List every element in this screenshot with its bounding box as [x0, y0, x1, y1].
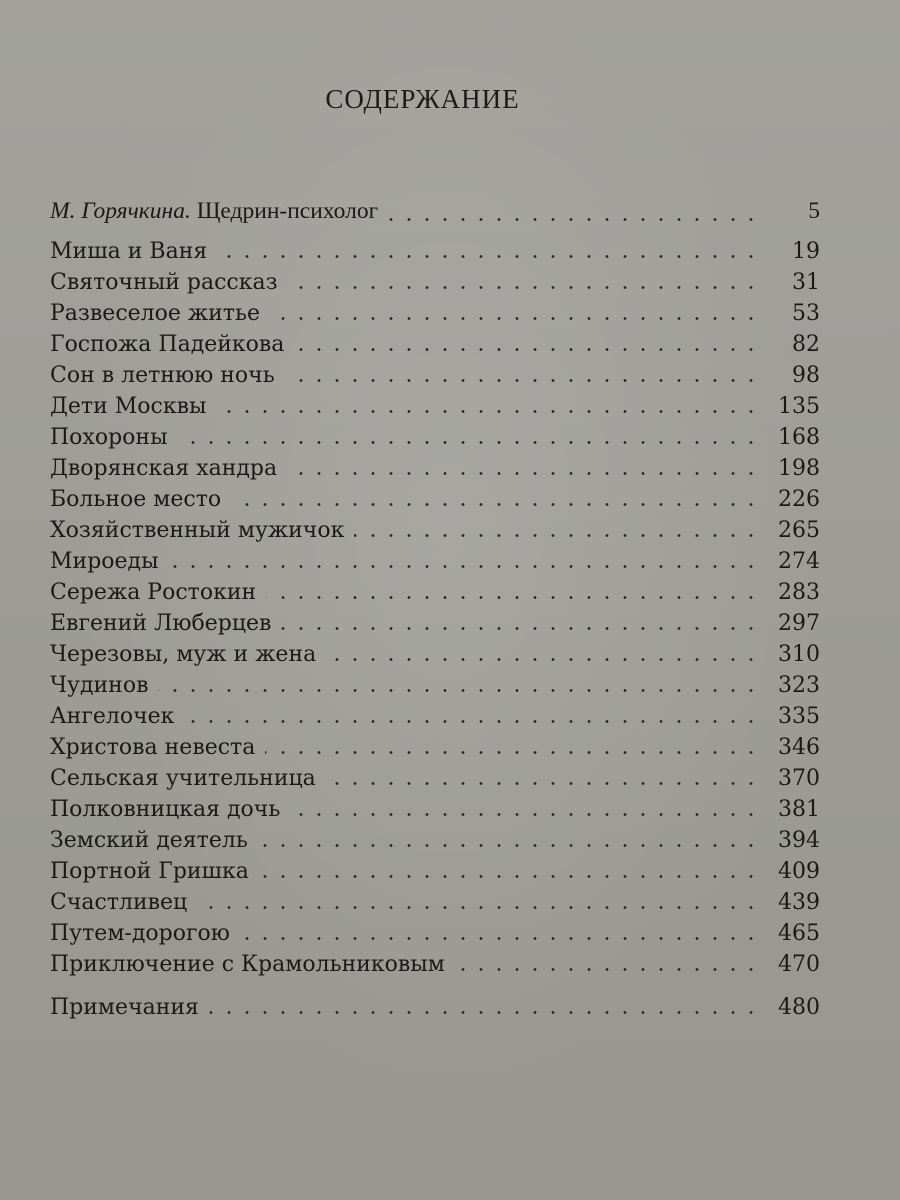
toc-entry — [50, 391, 820, 422]
toc-entry-title: Примечания — [50, 995, 199, 1020]
toc-entry-title: Госпожа Падейкова — [50, 332, 285, 357]
toc-entry-page: 346 — [778, 735, 820, 760]
toc-entry — [50, 763, 820, 794]
toc-entry-title: Больное место — [50, 487, 222, 512]
toc-entry-page: 323 — [778, 673, 820, 698]
toc-entry — [50, 298, 820, 329]
toc-entry — [50, 887, 820, 918]
toc-entry — [50, 329, 820, 360]
toc-entry-page: 394 — [778, 828, 820, 853]
toc-entry — [50, 453, 820, 484]
leader-dots — [287, 472, 760, 475]
toc-entry — [50, 577, 820, 608]
toc-entry — [50, 670, 820, 701]
leader-dots — [455, 968, 760, 971]
toc-entry — [50, 949, 820, 980]
toc-entry-page: 465 — [778, 921, 820, 946]
toc-entry-page: 31 — [792, 270, 820, 295]
leader-dots — [184, 720, 760, 723]
leader-dots — [270, 317, 760, 320]
toc-entry-page: 265 — [778, 518, 820, 543]
leader-dots — [266, 596, 760, 599]
toc-entry-notes — [50, 992, 820, 1023]
toc-entry — [50, 422, 820, 453]
leader-dots — [326, 658, 760, 661]
toc-entry-title: Христова невеста — [50, 735, 256, 760]
toc-entry-page: 480 — [778, 995, 820, 1020]
toc-entry-page: 82 — [792, 332, 820, 357]
toc-entry-title: Портной Гришка — [50, 859, 249, 884]
toc-entry-title: Сережа Ростокин — [50, 580, 257, 605]
table-of-contents — [50, 196, 820, 1023]
toc-entry-page: 283 — [778, 580, 820, 605]
toc-entry-title: Хозяйственный мужичок — [50, 518, 345, 543]
toc-entry-title: Дети Москвы — [50, 394, 207, 419]
leader-dots — [290, 813, 760, 816]
toc-entry-title: Евгений Люберцев — [50, 611, 272, 636]
toc-entry-page: 370 — [778, 766, 820, 791]
toc-entry — [50, 918, 820, 949]
toc-entry-title: Сон в летнюю ночь — [50, 363, 275, 388]
leader-dots — [388, 218, 760, 221]
toc-entry — [50, 484, 820, 515]
toc-entry-page: 198 — [778, 456, 820, 481]
toc-entry — [50, 732, 820, 763]
toc-entry-label — [50, 196, 384, 227]
toc-entry — [50, 608, 820, 639]
toc-entry-page: 310 — [778, 642, 820, 667]
toc-entry-page: 19 — [792, 239, 820, 264]
leader-dots — [294, 348, 760, 351]
toc-entry — [50, 701, 820, 732]
toc-entry-title: Земский деятель — [50, 828, 248, 853]
toc-entry — [50, 794, 820, 825]
toc-entry — [50, 856, 820, 887]
toc-entry-page: 381 — [778, 797, 820, 822]
toc-entry-title: Сельская учительница — [50, 766, 316, 791]
leader-dots — [158, 689, 760, 692]
toc-entry — [50, 546, 820, 577]
toc-entry-title: Щедрин-психолог — [196, 198, 379, 224]
toc-entry-title: Приключение с Крамольниковым — [50, 952, 445, 977]
toc-entry-page: 98 — [792, 363, 820, 388]
toc-entry-page: 297 — [778, 611, 820, 636]
toc-entry-title: Святочный рассказ — [50, 270, 278, 295]
leader-dots — [231, 503, 760, 506]
toc-entry-title: Дворянская хандра — [50, 456, 278, 481]
toc-entry-page: 5 — [808, 198, 820, 224]
leader-dots — [178, 441, 760, 444]
leader-dots — [265, 751, 760, 754]
toc-entry-title: Мироеды — [50, 549, 159, 574]
toc-entry-title: Похороны — [50, 425, 168, 450]
leader-dots — [216, 410, 760, 413]
toc-entry — [50, 360, 820, 391]
toc-entry — [50, 825, 820, 856]
leader-dots — [281, 627, 760, 630]
leader-dots — [259, 875, 760, 878]
toc-entry-page: 470 — [778, 952, 820, 977]
toc-entry-title: Путем-дорогою — [50, 921, 230, 946]
toc-entry — [50, 236, 820, 267]
leader-dots — [258, 844, 760, 847]
toc-entry-author: М. Горячкина. — [50, 198, 191, 224]
toc-entry-title: Черезовы, муж и жена — [50, 642, 317, 667]
leader-dots — [288, 286, 760, 289]
toc-entry-page: 135 — [778, 394, 820, 419]
leader-dots — [354, 534, 760, 537]
toc-entry — [50, 267, 820, 298]
toc-entry-title: Счастливец — [50, 890, 188, 915]
toc-entry-page: 274 — [778, 549, 820, 574]
toc-entry — [50, 639, 820, 670]
leader-dots — [326, 782, 760, 785]
toc-entry-intro — [50, 196, 820, 230]
leader-dots — [209, 1011, 760, 1014]
toc-entry-page: 439 — [778, 890, 820, 915]
toc-entry-page: 335 — [778, 704, 820, 729]
toc-entry-title: Миша и Ваня — [50, 239, 208, 264]
leader-dots — [217, 255, 760, 258]
toc-entry-page: 226 — [778, 487, 820, 512]
toc-entry-page: 409 — [778, 859, 820, 884]
leader-dots — [169, 565, 760, 568]
contents-heading: СОДЕРЖАНИЕ — [325, 84, 520, 114]
toc-entry-title: Чудинов — [50, 673, 149, 698]
leader-dots — [285, 379, 760, 382]
toc-entry-page: 53 — [792, 301, 820, 326]
toc-entry-title: Полковницкая дочь — [50, 797, 281, 822]
toc-entry-page: 168 — [778, 425, 820, 450]
toc-entry — [50, 515, 820, 546]
toc-entry-title: Развеселое житье — [50, 301, 260, 326]
leader-dots — [240, 937, 760, 940]
toc-entry-title: Ангелочек — [50, 704, 175, 729]
leader-dots — [197, 906, 760, 909]
